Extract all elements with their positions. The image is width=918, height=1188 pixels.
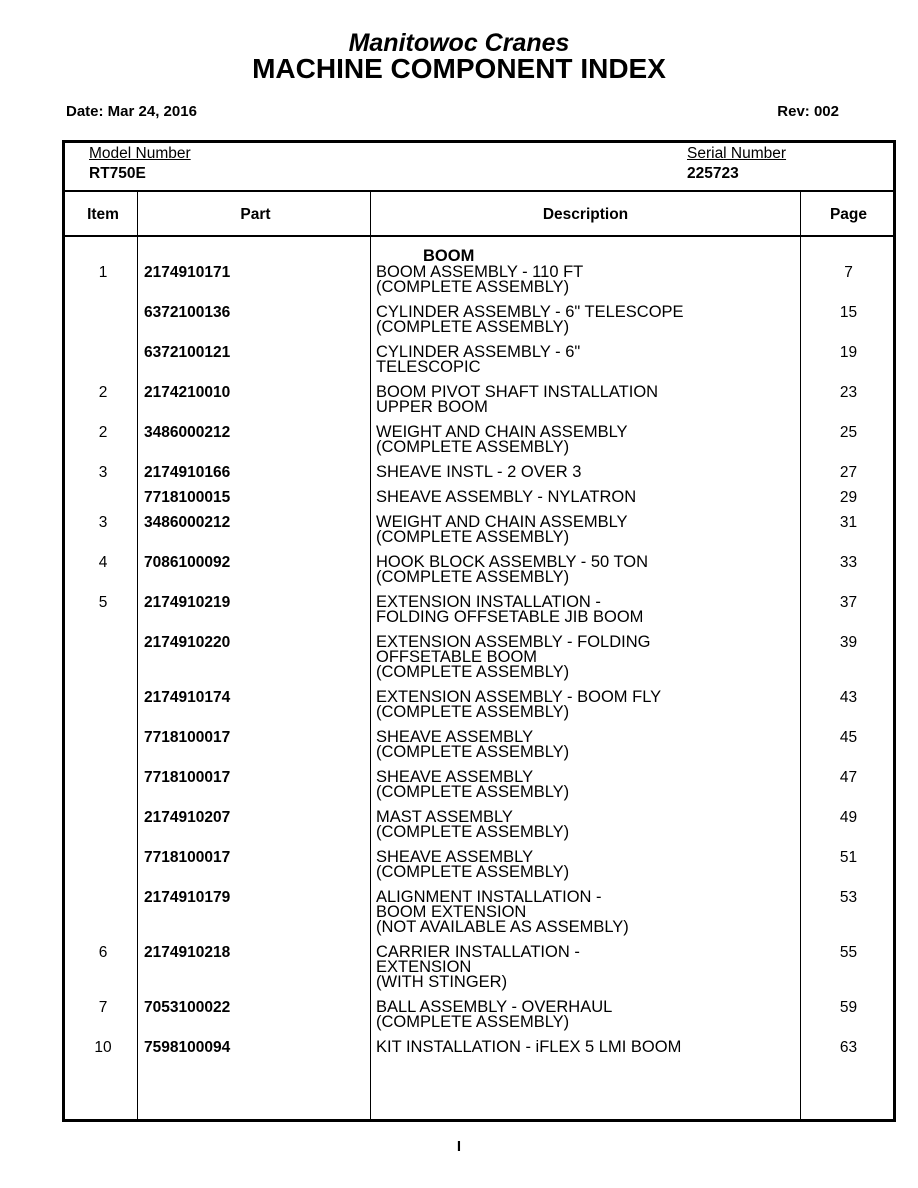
description-line: EXTENSION INSTALLATION - (376, 593, 601, 611)
row-item-number: 5 (98, 594, 108, 611)
row-part-number: 7718100015 (144, 489, 231, 506)
description-line: SHEAVE ASSEMBLY (376, 728, 534, 746)
row-part-number: 6372100136 (144, 304, 231, 321)
row-part-number: 7718100017 (144, 849, 231, 866)
description-line: SHEAVE INSTL - 2 OVER 3 (376, 463, 582, 481)
description-line: (COMPLETE ASSEMBLY) (376, 703, 570, 721)
column-header-item: Item (87, 206, 119, 223)
row-page-number: 63 (839, 1039, 858, 1056)
description-line: CYLINDER ASSEMBLY - 6" TELESCOPE (376, 303, 684, 321)
row-item-number: 7 (98, 999, 108, 1016)
row-item-number: 6 (98, 944, 108, 961)
row-part-number: 6372100121 (144, 344, 231, 361)
row-part-number: 2174910166 (144, 464, 231, 481)
description-line: SHEAVE ASSEMBLY (376, 768, 534, 786)
row-page-number: 25 (839, 424, 858, 441)
row-page-number: 29 (839, 489, 858, 506)
row-description (376, 635, 650, 680)
row-page-number: 49 (839, 809, 858, 826)
row-description (376, 730, 569, 760)
serial-number-value: 225723 (687, 165, 739, 182)
row-part-number: 7718100017 (144, 769, 231, 786)
row-description (376, 770, 569, 800)
model-number-value: RT750E (89, 165, 146, 182)
description-line: MAST ASSEMBLY (376, 808, 513, 826)
row-description (376, 1040, 681, 1055)
description-line: CARRIER INSTALLATION - (376, 943, 580, 961)
row-description (376, 595, 643, 625)
description-line: BOOM PIVOT SHAFT INSTALLATION (376, 383, 659, 401)
row-page-number: 55 (839, 944, 858, 961)
header-bottom-divider (65, 235, 893, 237)
row-description (376, 690, 661, 720)
row-part-number: 2174210010 (144, 384, 231, 401)
row-description (376, 305, 684, 335)
section-title: BOOM (423, 247, 475, 265)
row-description (376, 515, 628, 545)
column-divider (137, 192, 138, 1119)
description-line: (COMPLETE ASSEMBLY) (376, 823, 570, 841)
row-page-number: 39 (839, 634, 858, 651)
row-page-number: 53 (839, 889, 858, 906)
row-part-number: 2174910171 (144, 264, 231, 281)
row-part-number: 2174910219 (144, 594, 231, 611)
column-divider (800, 192, 801, 1119)
description-line: WEIGHT AND CHAIN ASSEMBLY (376, 513, 628, 531)
description-line: (COMPLETE ASSEMBLY) (376, 568, 570, 586)
row-description (376, 555, 648, 585)
description-line: (COMPLETE ASSEMBLY) (376, 783, 570, 801)
company-name: Manitowoc Cranes (348, 29, 570, 57)
row-item-number: 2 (98, 424, 108, 441)
row-page-number: 51 (839, 849, 858, 866)
document-revision: Rev: 002 (777, 103, 839, 120)
row-description (376, 890, 629, 935)
column-header-description: Description (542, 206, 629, 223)
description-line: (NOT AVAILABLE AS ASSEMBLY) (376, 918, 629, 936)
description-line: EXTENSION ASSEMBLY - BOOM FLY (376, 688, 662, 706)
description-line: (WITH STINGER) (376, 973, 508, 991)
row-page-number: 7 (844, 264, 853, 281)
row-description (376, 810, 569, 840)
description-line: UPPER BOOM (376, 398, 488, 416)
row-description (376, 465, 581, 480)
serial-number-label: Serial Number (687, 145, 787, 162)
row-page-number: 33 (839, 554, 858, 571)
row-part-number: 2174910179 (144, 889, 231, 906)
row-description (376, 490, 636, 505)
document-title: MACHINE COMPONENT INDEX (252, 53, 666, 84)
row-part-number: 2174910174 (144, 689, 231, 706)
description-line: SHEAVE ASSEMBLY - NYLATRON (376, 488, 637, 506)
description-line: EXTENSION ASSEMBLY - FOLDING (376, 633, 651, 651)
row-part-number: 3486000212 (144, 424, 231, 441)
row-page-number: 19 (839, 344, 858, 361)
description-line: TELESCOPIC (376, 358, 481, 376)
row-part-number: 2174910220 (144, 634, 231, 651)
row-page-number: 27 (839, 464, 858, 481)
row-page-number: 23 (839, 384, 858, 401)
header-top-divider (65, 190, 893, 192)
description-line: BALL ASSEMBLY - OVERHAUL (376, 998, 613, 1016)
row-page-number: 45 (839, 729, 858, 746)
column-header-part: Part (240, 206, 271, 223)
row-part-number: 3486000212 (144, 514, 231, 531)
row-description (376, 265, 583, 295)
row-part-number: 2174910218 (144, 944, 231, 961)
row-part-number: 2174910207 (144, 809, 231, 826)
description-line: EXTENSION (376, 958, 472, 976)
description-line: (COMPLETE ASSEMBLY) (376, 528, 570, 546)
row-page-number: 43 (839, 689, 858, 706)
description-line: (COMPLETE ASSEMBLY) (376, 743, 570, 761)
row-part-number: 7718100017 (144, 729, 231, 746)
description-line: (COMPLETE ASSEMBLY) (376, 278, 570, 296)
description-line: (COMPLETE ASSEMBLY) (376, 663, 570, 681)
row-page-number: 47 (839, 769, 858, 786)
row-page-number: 15 (839, 304, 858, 321)
description-line: FOLDING OFFSETABLE JIB BOOM (376, 608, 644, 626)
component-index-table (62, 140, 896, 1122)
description-line: WEIGHT AND CHAIN ASSEMBLY (376, 423, 628, 441)
row-description (376, 945, 580, 990)
description-line: OFFSETABLE BOOM (376, 648, 538, 666)
row-description (376, 385, 658, 415)
column-divider (370, 192, 371, 1119)
row-part-number: 7053100022 (144, 999, 231, 1016)
row-description (376, 345, 580, 375)
row-item-number: 1 (98, 264, 108, 281)
row-item-number: 3 (98, 464, 108, 481)
description-line: (COMPLETE ASSEMBLY) (376, 318, 570, 336)
row-description (376, 425, 628, 455)
row-item-number: 4 (98, 554, 108, 571)
description-line: BOOM EXTENSION (376, 903, 527, 921)
description-line: CYLINDER ASSEMBLY - 6" (376, 343, 581, 361)
description-line: KIT INSTALLATION - iFLEX 5 LMI BOOM (376, 1038, 682, 1056)
description-line: (COMPLETE ASSEMBLY) (376, 1013, 570, 1031)
row-description (376, 850, 569, 880)
row-part-number: 7086100092 (144, 554, 231, 571)
page-marker: I (456, 1138, 462, 1155)
row-part-number: 7598100094 (144, 1039, 231, 1056)
row-description (376, 1000, 612, 1030)
row-page-number: 31 (839, 514, 858, 531)
description-line: HOOK BLOCK ASSEMBLY - 50 TON (376, 553, 649, 571)
description-line: (COMPLETE ASSEMBLY) (376, 863, 570, 881)
row-item-number: 2 (98, 384, 108, 401)
model-number-label: Model Number (89, 145, 191, 162)
description-line: ALIGNMENT INSTALLATION - (376, 888, 602, 906)
description-line: BOOM ASSEMBLY - 110 FT (376, 263, 584, 281)
row-page-number: 59 (839, 999, 858, 1016)
row-page-number: 37 (839, 594, 858, 611)
document-date: Date: Mar 24, 2016 (66, 103, 197, 120)
row-item-number: 3 (98, 514, 108, 531)
description-line: SHEAVE ASSEMBLY (376, 848, 534, 866)
column-header-page: Page (829, 206, 868, 223)
row-item-number: 10 (94, 1039, 112, 1056)
description-line: (COMPLETE ASSEMBLY) (376, 438, 570, 456)
